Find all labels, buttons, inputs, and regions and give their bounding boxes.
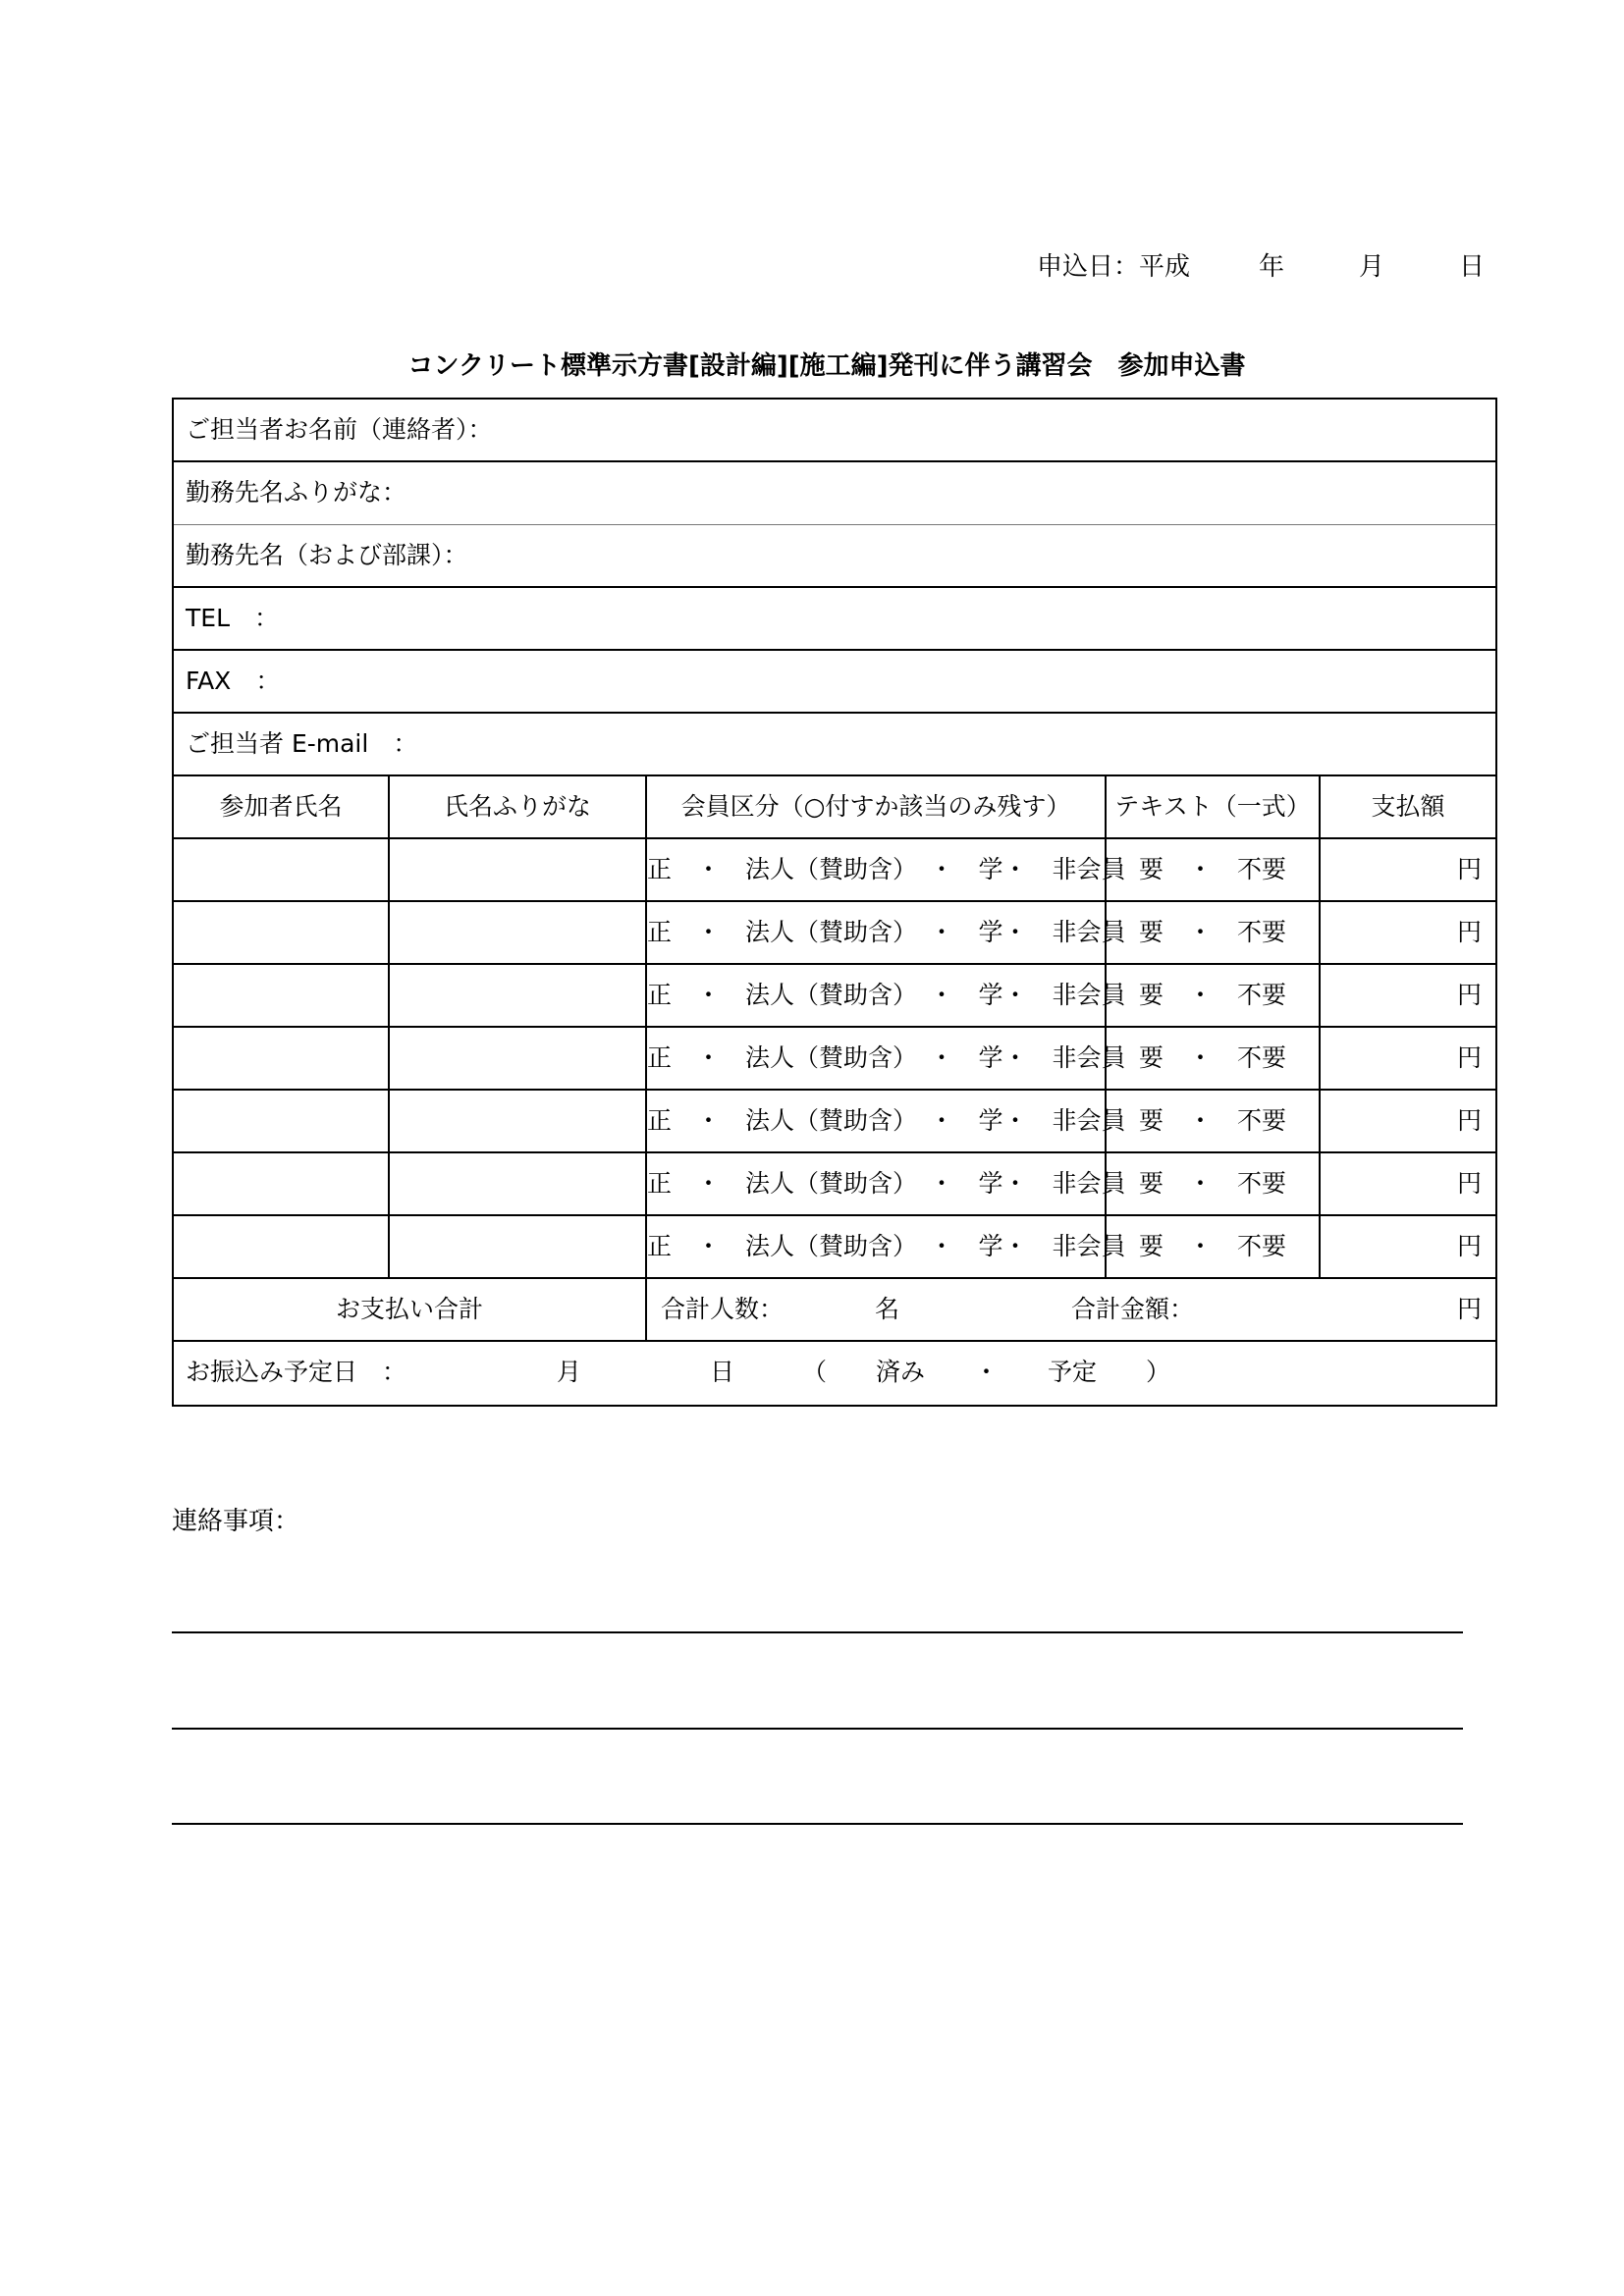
transfer-date-label: お振込み予定日 ：	[186, 1358, 407, 1386]
member-type-options[interactable]: 正 ・ 法人（賛助含） ・ 学・ 非会員	[645, 965, 1105, 1026]
total-people-label: 合計人数：	[661, 1295, 785, 1323]
payment-amount-cell[interactable]: 円	[1319, 1091, 1495, 1151]
participant-furigana-cell[interactable]	[388, 1153, 645, 1214]
participant-furigana-cell[interactable]	[388, 965, 645, 1026]
participant-furigana-cell[interactable]	[388, 1216, 645, 1277]
payment-amount-cell[interactable]: 円	[1319, 839, 1495, 900]
participant-name-cell[interactable]	[174, 902, 388, 963]
transfer-status-options[interactable]: （ 済み ・ 予定 ）	[802, 1358, 1171, 1386]
participant-row	[174, 965, 1495, 1028]
participant-row	[174, 1028, 1495, 1091]
participant-row	[174, 839, 1495, 902]
total-people-unit: 名	[875, 1295, 900, 1323]
payment-amount-cell[interactable]: 円	[1319, 1216, 1495, 1277]
day-label: 日	[1459, 252, 1486, 282]
participants-header-row	[174, 776, 1495, 839]
participant-name-cell[interactable]	[174, 1028, 388, 1089]
payment-summary-row	[174, 1279, 1495, 1342]
contact-name-label: ご担当者お名前（連絡者）：	[186, 415, 493, 444]
participant-furigana-cell[interactable]	[388, 1028, 645, 1089]
member-type-options[interactable]: 正 ・ 法人（賛助含） ・ 学・ 非会員	[645, 1091, 1105, 1151]
notes-line[interactable]	[172, 1631, 1463, 1633]
participant-row	[174, 1153, 1495, 1216]
form-title: コンクリート標準示方書[設計編][施工編]発刊に伴う講習会 参加申込書	[407, 351, 1246, 381]
fax-label: FAX ：	[186, 667, 281, 695]
payment-amount-cell[interactable]: 円	[1319, 1153, 1495, 1214]
participant-row	[174, 1091, 1495, 1153]
text-option[interactable]: 要 ・ 不要	[1105, 1091, 1319, 1151]
transfer-date-row[interactable]	[174, 1342, 1495, 1405]
participant-row	[174, 1216, 1495, 1279]
participant-row	[174, 902, 1495, 965]
participant-furigana-cell[interactable]	[388, 1091, 645, 1151]
member-type-options[interactable]: 正 ・ 法人（賛助含） ・ 学・ 非会員	[645, 1153, 1105, 1214]
email-row[interactable]	[174, 714, 1495, 776]
transfer-day-label: 日	[710, 1358, 735, 1386]
header-payment-amount: 支払額	[1319, 776, 1495, 837]
text-option[interactable]: 要 ・ 不要	[1105, 902, 1319, 963]
text-option[interactable]: 要 ・ 不要	[1105, 965, 1319, 1026]
tel-row[interactable]	[174, 588, 1495, 651]
participant-name-cell[interactable]	[174, 839, 388, 900]
total-amount-label: 合計金額：	[1071, 1295, 1195, 1323]
text-option[interactable]: 要 ・ 不要	[1105, 1153, 1319, 1214]
tel-label: TEL ：	[186, 604, 279, 632]
participant-furigana-cell[interactable]	[388, 902, 645, 963]
participant-name-cell[interactable]	[174, 965, 388, 1026]
participant-furigana-cell[interactable]	[388, 839, 645, 900]
header-participant-name: 参加者氏名	[219, 792, 343, 821]
company-furigana-row[interactable]	[174, 462, 1495, 525]
payment-total-label: お支払い合計	[335, 1295, 483, 1323]
company-name-label: 勤務先名（および部課）：	[186, 541, 468, 569]
application-form	[172, 398, 1497, 1407]
header-text-option: テキスト（一式）	[1105, 776, 1319, 837]
member-type-options[interactable]: 正 ・ 法人（賛助含） ・ 学・ 非会員	[645, 1216, 1105, 1277]
header-member-type: 会員区分（○付すか該当のみ残す）	[645, 776, 1105, 837]
payment-amount-cell[interactable]: 円	[1319, 902, 1495, 963]
text-option[interactable]: 要 ・ 不要	[1105, 1216, 1319, 1277]
company-furigana-label: 勤務先名ふりがな：	[186, 478, 407, 507]
fax-row[interactable]	[174, 651, 1495, 714]
notes-line[interactable]	[172, 1823, 1463, 1825]
payment-amount-cell[interactable]: 円	[1319, 1028, 1495, 1089]
payment-amount-cell[interactable]: 円	[1319, 965, 1495, 1026]
participant-name-cell[interactable]	[174, 1216, 388, 1277]
member-type-options[interactable]: 正 ・ 法人（賛助含） ・ 学・ 非会員	[645, 1028, 1105, 1089]
member-type-options[interactable]: 正 ・ 法人（賛助含） ・ 学・ 非会員	[645, 839, 1105, 900]
company-name-row[interactable]	[174, 525, 1495, 588]
text-option[interactable]: 要 ・ 不要	[1105, 1028, 1319, 1089]
notes-label: 連絡事項：	[172, 1507, 300, 1536]
application-date	[1021, 247, 1492, 287]
participant-name-cell[interactable]	[174, 1153, 388, 1214]
total-amount-unit: 円	[1456, 1295, 1482, 1323]
month-label: 月	[1359, 252, 1385, 282]
contact-name-row[interactable]	[174, 400, 1495, 462]
year-label: 年	[1259, 252, 1285, 282]
date-label: 申込日：平成	[1037, 252, 1191, 282]
payment-total-cell[interactable]	[645, 1279, 1495, 1340]
header-name-furigana: 氏名ふりがな	[388, 776, 645, 837]
participant-name-cell[interactable]	[174, 1091, 388, 1151]
text-option[interactable]: 要 ・ 不要	[1105, 839, 1319, 900]
member-type-options[interactable]: 正 ・ 法人（賛助含） ・ 学・ 非会員	[645, 902, 1105, 963]
notes-line[interactable]	[172, 1728, 1463, 1730]
email-label: ご担当者 E-mail ：	[186, 729, 418, 758]
transfer-month-label: 月	[557, 1358, 582, 1386]
